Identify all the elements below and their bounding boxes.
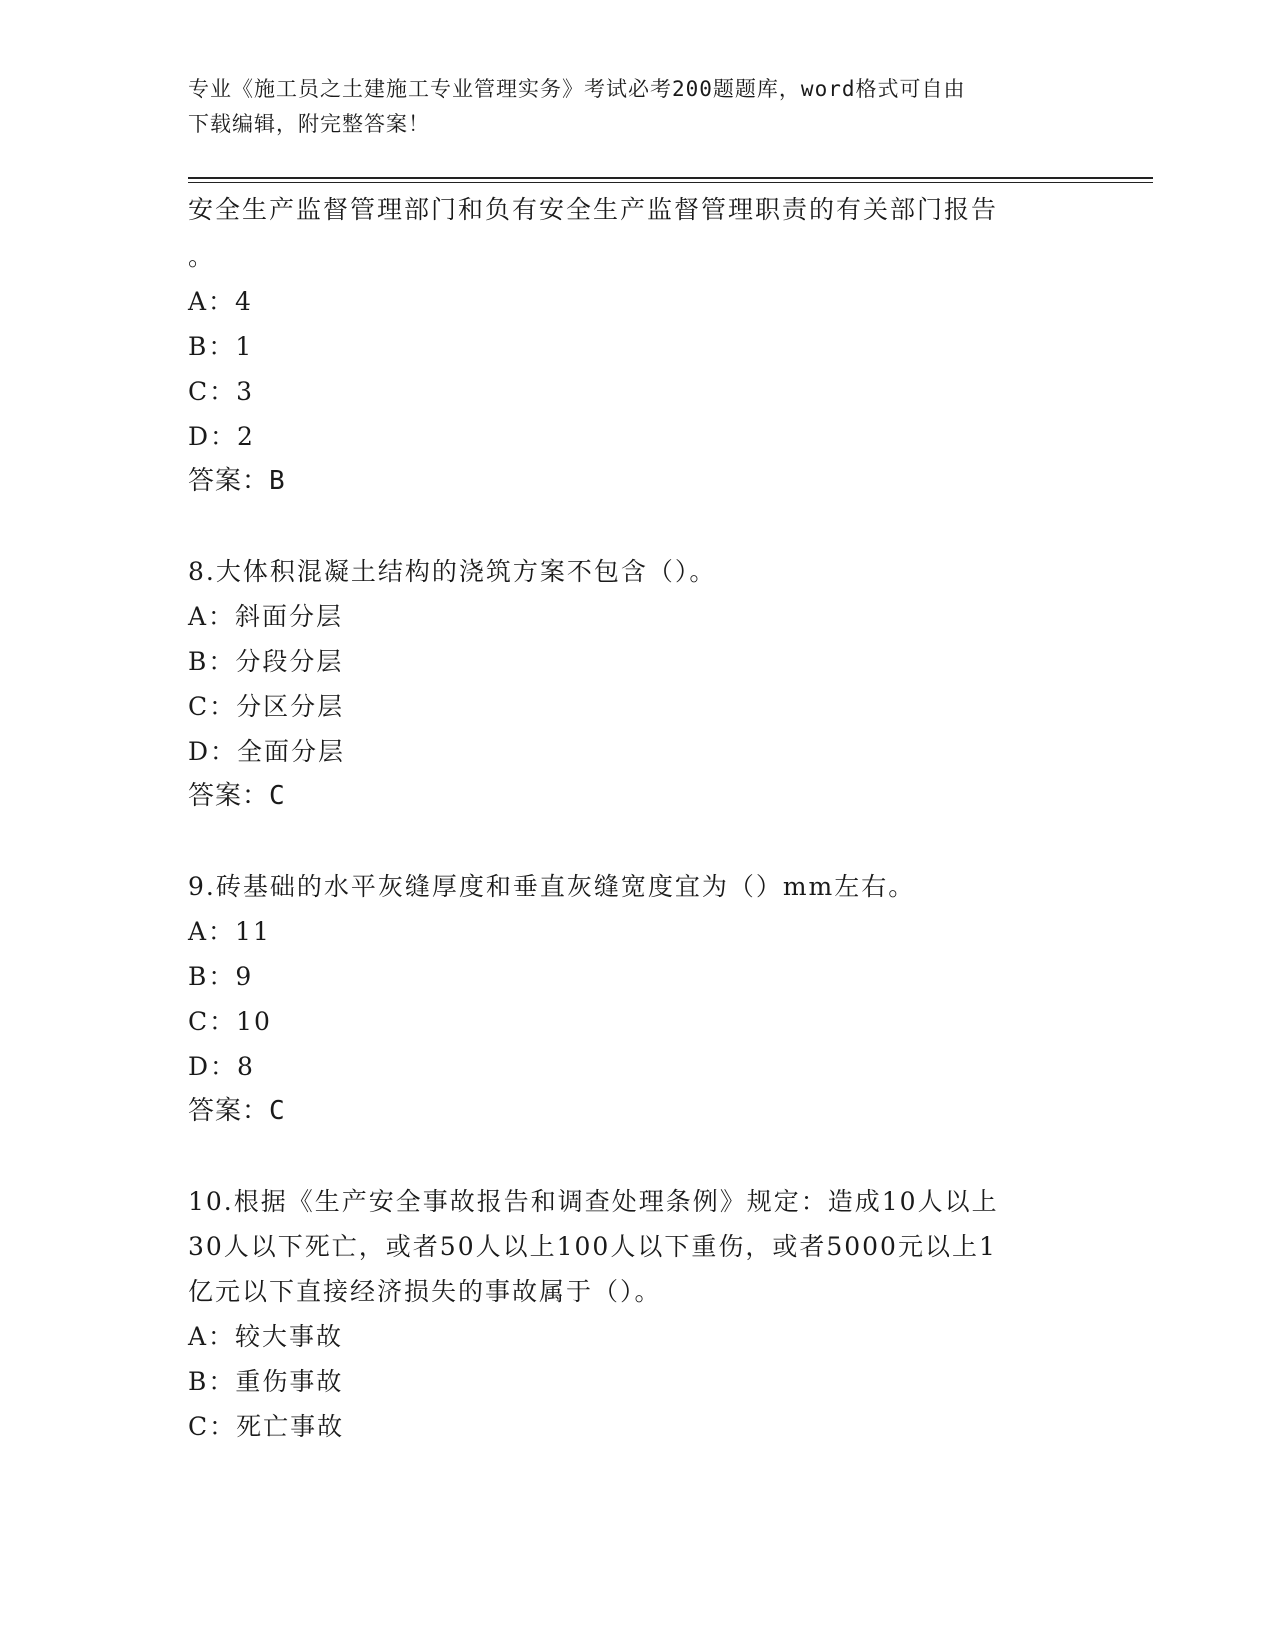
question-9-stem: 9.砖基础的水平灰缝厚度和垂直灰缝宽度宜为（）mm左右。 xyxy=(188,872,916,901)
question-9-option-a: A：11 xyxy=(188,917,271,946)
question-list xyxy=(188,186,1088,1449)
question-10-stem-line-1: 10.根据《生产安全事故报告和调查处理条例》规定：造成10人以上 xyxy=(188,1187,999,1216)
question-9-option-b: B：9 xyxy=(188,962,254,991)
question-7-option-b: B：1 xyxy=(188,332,254,361)
question-10-option-c: C：死亡事故 xyxy=(188,1412,345,1441)
question-7 xyxy=(188,186,1088,504)
question-8-option-d: D：全面分层 xyxy=(188,737,346,766)
question-10-stem-line-2: 30人以下死亡，或者50人以上100人以下重伤，或者5000元以上1 xyxy=(188,1232,997,1261)
question-7-answer: 答案：B xyxy=(188,466,286,496)
question-7-stem-end: 。 xyxy=(188,242,216,271)
question-10 xyxy=(188,1179,1088,1449)
spacer xyxy=(188,504,1088,549)
header-divider-thin xyxy=(188,182,1153,183)
question-8-stem: 8.大体积混凝土结构的浇筑方案不包含（）。 xyxy=(188,557,717,586)
question-9 xyxy=(188,864,1088,1134)
header-divider-thick xyxy=(188,177,1153,179)
question-8-option-a: A：斜面分层 xyxy=(188,602,344,631)
question-10-option-b: B：重伤事故 xyxy=(188,1367,344,1396)
spacer xyxy=(188,1134,1088,1179)
question-10-option-a: A：较大事故 xyxy=(188,1322,344,1351)
question-7-stem-continuation: 安全生产监督管理部门和负有安全生产监督管理职责的有关部门报告 xyxy=(188,195,999,224)
question-8-option-b: B：分段分层 xyxy=(188,647,344,676)
question-9-answer: 答案：C xyxy=(188,1096,286,1126)
question-7-option-c: C：3 xyxy=(188,377,255,406)
question-9-option-d: D：8 xyxy=(188,1052,255,1081)
question-7-option-d: D：2 xyxy=(188,422,255,451)
spacer xyxy=(188,819,1088,864)
question-7-option-a: A：4 xyxy=(188,287,253,316)
question-8-answer: 答案：C xyxy=(188,781,286,811)
question-10-stem-line-3: 亿元以下直接经济损失的事故属于（）。 xyxy=(188,1277,662,1306)
header-line-2: 下载编辑，附完整答案！ xyxy=(188,112,430,136)
question-9-option-c: C：10 xyxy=(188,1007,272,1036)
question-8-option-c: C：分区分层 xyxy=(188,692,345,721)
header-line-1: 专业《施工员之土建施工专业管理实务》考试必考200题题库，word格式可自由 xyxy=(188,77,966,101)
question-8 xyxy=(188,549,1088,819)
document-header xyxy=(188,72,1068,142)
